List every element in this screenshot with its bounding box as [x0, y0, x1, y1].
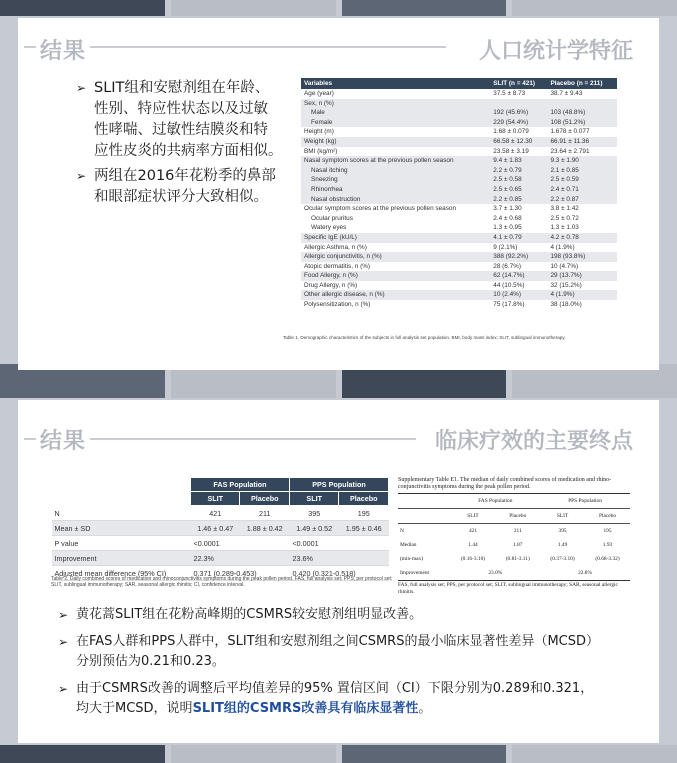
pps-header: PPS Population [540, 494, 630, 509]
row-label: Allergic Asthma, n (%) [304, 243, 367, 251]
row-label: Male [301, 108, 490, 118]
row-label: Rhinorrhea [301, 185, 490, 195]
row-label: Median [400, 542, 417, 548]
cell-value: 1.87 [513, 542, 523, 548]
cell-value: (0.37-3.10) [550, 556, 575, 562]
placebo-value: 38 (18.0%) [550, 301, 582, 309]
table-row [52, 521, 389, 536]
cell-value: 1.49 [557, 542, 568, 548]
table-row [301, 185, 617, 195]
placebo-value: 198 (93.8%) [547, 252, 617, 262]
arrow-icon: ➢ [58, 682, 69, 696]
header-rule [90, 46, 446, 48]
placebo-value: 1.678 ± 0.077 [550, 128, 590, 136]
row-label: N [400, 528, 404, 534]
slit-value: 2.5 ± 0.58 [490, 175, 547, 185]
placebo-value: 3.8 ± 1.42 [550, 205, 579, 213]
improvement-fas: 23.0% [451, 566, 541, 581]
placebo-value: 4 (1.9%) [550, 243, 575, 251]
pps-header: PPS Population [289, 478, 388, 492]
row-label: Female [301, 118, 490, 128]
bullet-line: 分别预估为0.21和0.23。 [76, 654, 225, 669]
row-label: (min-max) [400, 556, 424, 562]
row-label: Adjusted mean difference (95% CI) [52, 566, 191, 581]
slit-value: 1.3 ± 0.95 [493, 224, 522, 232]
table-row [301, 156, 617, 166]
placebo-value: 2.1 ± 0.85 [547, 166, 617, 176]
slit-value: 28 (6.7%) [493, 262, 521, 270]
placebo-value: 2.5 ± 0.59 [547, 175, 617, 185]
table-row [398, 524, 630, 539]
blank [398, 509, 451, 524]
slit-value: 37.5 ± 8.73 [493, 90, 526, 97]
cell-value: 421 [468, 528, 478, 534]
slide-title: 临床疗效的主要终点 [434, 429, 633, 454]
slit-value: 44 (10.5%) [493, 281, 525, 289]
table-caption: Table 1. Demographic characteristics of the subjects in full analysis set population. BMI, body mass index; SLIT, sublingual immunotherapy. [283, 335, 566, 340]
placebo-value: 32 (15.2%) [550, 281, 582, 289]
row-label: Polysensitization, n (%) [304, 301, 371, 309]
row-label: Ocular symptom scores at the previous pollen season [304, 205, 457, 213]
slit-value: 4.1 ± 0.79 [490, 233, 547, 243]
row-label: Nasal obstruction [301, 195, 490, 205]
slide-demographics [18, 18, 659, 370]
placebo-value: 2.2 ± 0.87 [547, 195, 617, 205]
bullet-line: 。 [418, 701, 432, 716]
bullet-list [58, 605, 648, 719]
col-variables: Variables [301, 78, 490, 89]
cell-value: 195 [603, 528, 612, 534]
placebo-value: 4 (1.9%) [547, 290, 617, 300]
table-row [398, 552, 630, 566]
row-label: P value [52, 536, 191, 551]
cell-value: 1.93 [602, 542, 613, 548]
placebo-value: 108 (51.2%) [547, 118, 617, 128]
col-placebo: Placebo (n = 211) [547, 78, 617, 89]
row-label: N [52, 506, 191, 521]
row-label: BMI (kg/m²) [304, 147, 338, 155]
slit-value [490, 99, 547, 109]
cell-value: 1.46 ± 0.47 [191, 521, 240, 536]
cell-value: 0.371 (0.289-0.453) [191, 566, 290, 581]
fas-header: FAS Population [451, 494, 541, 509]
top-strip [0, 0, 677, 16]
sub-placebo-pps: Placebo [585, 509, 630, 524]
slit-value: 23.58 ± 3.19 [493, 147, 529, 155]
cell-value: 211 [513, 528, 522, 534]
bottom-strip [0, 745, 677, 763]
section-heading: 结果 [40, 39, 87, 64]
slide-primary-endpoint [18, 400, 659, 743]
bullet-line: SLIT组和安慰剂组在年龄、 [94, 80, 270, 96]
row-label: Nasal itching [301, 166, 490, 176]
fas-pps-table [51, 477, 389, 581]
cell-value: (0.68-3.32) [595, 556, 620, 562]
table-row [301, 108, 617, 118]
arrow-icon: ➢ [76, 81, 87, 95]
placebo-value: 103 (48.8%) [547, 108, 617, 118]
table-row [301, 118, 617, 128]
table-row [52, 551, 389, 566]
table-row [301, 290, 617, 300]
arrow-icon: ➢ [58, 635, 69, 649]
placebo-value: 66.91 ± 11.36 [547, 137, 617, 147]
improvement-label: Improvement [398, 566, 451, 581]
placebo-value: 4.2 ± 0.78 [547, 233, 617, 243]
bullet-item [58, 632, 648, 672]
blank [398, 494, 451, 509]
slit-value: 2.5 ± 0.65 [490, 185, 547, 195]
row-label: Weight (kg) [301, 137, 490, 147]
slit-value: 9.4 ± 1.83 [490, 156, 547, 166]
left-accent-bar [24, 46, 36, 48]
cell-value: 195 [339, 506, 389, 521]
table-row [301, 147, 617, 157]
table-row [301, 175, 617, 185]
left-accent-bar [24, 438, 36, 440]
bullet-line: 在FAS人群和PPS人群中，SLIT组和安慰剂组之间CSMRS的最小临床显著性差异（MCSD） [76, 634, 600, 649]
placebo-value: 29 (13.7%) [547, 271, 617, 281]
slit-value: 3.7 ± 1.30 [493, 205, 522, 213]
sub-placebo-fas: Placebo [240, 492, 289, 506]
row-label: Watery eyes [311, 224, 347, 232]
row-label: Atopic dermatitis, n (%) [304, 262, 371, 270]
row-label: Allergic conjunctivitis, n (%) [301, 252, 490, 262]
row-label: Sneezing [301, 175, 490, 185]
table-row [301, 127, 617, 137]
table-row [301, 89, 617, 99]
slit-value: 2.2 ± 0.79 [490, 166, 547, 176]
cell-value: 23.6% [289, 551, 388, 566]
table-row [301, 252, 617, 262]
table-row [301, 233, 617, 243]
sub-slit-pps: SLIT [540, 509, 585, 524]
supp-table-title: Supplementary Table E1. The median of daily combined scores of medication and rhino-conjunctivitis symptoms during the peak pollen period. [398, 477, 612, 491]
bullet-list [76, 78, 296, 212]
bullet-text: 黄花蒿SLIT组在花粉高峰期的CSMRS较安慰剂组明显改善。 [76, 607, 423, 622]
row-label: Ocular pruritus [311, 214, 353, 222]
placebo-value: 2.4 ± 0.71 [547, 185, 617, 195]
row-label: Mean ± SD [52, 521, 191, 536]
arrow-icon: ➢ [76, 169, 87, 183]
bullet-line: 性别、特应性状态以及过敏 [94, 101, 268, 117]
cell-value: 1.95 ± 0.46 [339, 521, 389, 536]
bullet-item [76, 78, 296, 162]
placebo-value: 1.3 ± 1.03 [550, 224, 579, 232]
fas-header: FAS Population [191, 478, 290, 492]
cell-value: <0.0001 [289, 536, 388, 551]
table-row [301, 137, 617, 147]
row-label: Height (m) [304, 128, 334, 136]
bullet-text [76, 632, 599, 672]
table-row [301, 271, 617, 281]
table-row [301, 223, 617, 233]
col-slit: SLIT (n = 421) [490, 78, 547, 89]
table-row [301, 281, 617, 291]
table-row [301, 99, 617, 109]
table-row [398, 538, 630, 552]
demographics-table [301, 78, 617, 310]
slit-value: 10 (2.4%) [490, 290, 547, 300]
slit-value: 1.68 ± 0.079 [493, 128, 529, 136]
placebo-value: 38.7 ± 9.43 [550, 90, 583, 97]
slit-value: 62 (14.7%) [490, 271, 547, 281]
slit-value: 229 (54.4%) [490, 118, 547, 128]
cell-value: 1.49 ± 0.52 [289, 521, 338, 536]
bullet-line: 应性皮炎的共病率方面相似。 [94, 143, 283, 159]
slit-value: 75 (17.8%) [493, 301, 525, 309]
cell-value: 1.88 ± 0.42 [240, 521, 289, 536]
cell-value: 22.3% [191, 551, 290, 566]
sub-placebo-fas: Placebo [495, 509, 540, 524]
bullet-line: 两组在2016年花粉季的鼻部 [94, 168, 276, 184]
bullet-line: 由于CSMRS改善的调整后平均值差异的95% 置信区间（CI）下限分别为0.289和0.321， [76, 681, 594, 696]
cell-value: 211 [240, 506, 289, 521]
slide-title: 人口统计学特征 [478, 39, 633, 64]
arrow-icon: ➢ [58, 608, 69, 622]
cell-value: (0.16-3.10) [460, 556, 486, 562]
row-label: Sex, n (%) [301, 99, 490, 109]
row-label: Nasal symptom scores at the previous pollen season [301, 156, 490, 166]
placebo-value [547, 99, 617, 109]
cell-value: 395 [289, 506, 338, 521]
placebo-value: 2.5 ± 0.72 [550, 214, 579, 222]
table-row [301, 262, 617, 272]
sub-slit-fas: SLIT [191, 492, 240, 506]
table-row [301, 214, 617, 224]
placebo-value: 23.64 ± 2.791 [550, 147, 590, 155]
supp-table-note: FAS, full analysis set; PPS, per protocol set; SLIT, sublingual immunotherapy; SAR, seasonal allergic rhinitis. [398, 582, 618, 595]
slit-value: 388 (92.2%) [490, 252, 547, 262]
sub-slit-pps: SLIT [289, 492, 338, 506]
row-label: Other allergic disease, n (%) [301, 290, 490, 300]
blank-subheader [52, 492, 191, 506]
slit-value: 192 (45.6%) [490, 108, 547, 118]
bullet-line: 性哮喘、过敏性结膜炎和特 [94, 122, 268, 138]
table2-caption: Table 2. Daily combined scores of medication and rhinoconjunctivitis symptoms during the peak pollen period. FAS, full analysis set; PPS, per protocol set; SLIT, sublingual immunotherapy; SAR, seasonal allergic rhinitis; CI, confidence interval. [51, 576, 393, 589]
row-label: Improvement [52, 551, 191, 566]
placebo-value: 9.3 ± 1.90 [547, 156, 617, 166]
cell-value: (0.81-3.11) [505, 556, 530, 562]
improvement-pps: 22.8% [540, 566, 630, 581]
bullet-item [58, 679, 648, 719]
cell-value: 0.420 (0.321-0.518) [289, 566, 388, 581]
bullet-line: 均大于MCSD，说明 [76, 701, 193, 716]
slit-value: 9 (2.1%) [493, 243, 518, 251]
sub-placebo-pps: Placebo [339, 492, 389, 506]
bullet-text [94, 78, 283, 162]
row-label: Specific IgE (kU/L) [301, 233, 490, 243]
bullet-text [76, 679, 593, 719]
row-label: Age (year) [304, 90, 334, 97]
bullet-text [94, 166, 276, 208]
table-row [52, 536, 389, 551]
table-row [52, 506, 389, 521]
table-row [301, 300, 617, 310]
header-rule [90, 438, 416, 440]
bullet-item [76, 166, 296, 208]
row-label: Drug Allergy, n (%) [304, 281, 358, 289]
cell-value: 1.44 [468, 542, 478, 548]
bullet-line: 和眼部症状评分大致相似。 [94, 189, 268, 205]
bullet-item [58, 605, 648, 625]
slit-value: 2.4 ± 0.68 [493, 214, 522, 222]
table-row [301, 243, 617, 253]
row-label: Food Allergy, n (%) [301, 271, 490, 281]
placebo-value: 10 (4.7%) [550, 262, 579, 270]
table-row [301, 166, 617, 176]
cell-value: 395 [558, 528, 567, 534]
blank-header [52, 478, 191, 492]
cell-value: 421 [191, 506, 240, 521]
highlight-text: SLIT组的CSMRS改善具有临床显著性 [192, 701, 419, 716]
table-row [301, 195, 617, 205]
cell-value: <0.0001 [191, 536, 290, 551]
section-heading: 结果 [40, 429, 87, 454]
sub-slit-fas: SLIT [451, 509, 496, 524]
slit-value: 2.2 ± 0.85 [490, 195, 547, 205]
supp-median-table [398, 493, 630, 581]
slit-value: 66.58 ± 12.30 [490, 137, 547, 147]
table-row [301, 204, 617, 214]
